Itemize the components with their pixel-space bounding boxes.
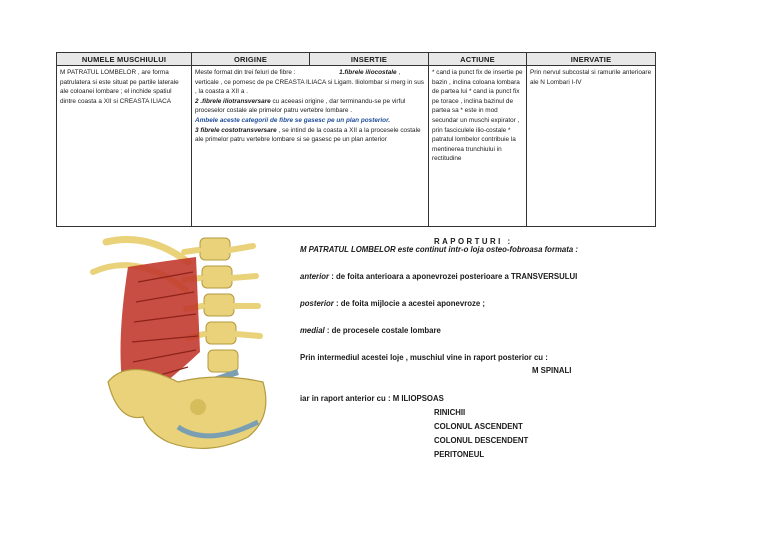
- header-insertie: INSERTIE: [310, 53, 429, 66]
- rib-upper: [106, 240, 188, 263]
- medial-label: medial: [300, 326, 325, 335]
- spinali-item: M SPINALI: [532, 366, 572, 375]
- name-text: M PATRATUL LOMBELOR , are forma patrulatera si este situat pe partile laterale ale coloanei lombare ; el inchide spatiul dintre coasta a XII si CREASTA ILIACA: [60, 69, 179, 105]
- raporturi-intro: [300, 244, 578, 255]
- anterior-label: anterior: [300, 272, 330, 281]
- cell-action: [429, 66, 527, 227]
- posterior-label: posterior: [300, 299, 334, 308]
- colon-ascendent-item: COLONUL ASCENDENT: [434, 422, 523, 431]
- origin-p4: [195, 126, 425, 145]
- medial-text: : de procesele costale lombare: [326, 326, 441, 335]
- origin-p3: Ambele aceste categorii de fibre se gasesc pe un plan posterior.: [195, 116, 390, 124]
- rinichii-item: RINICHII: [434, 408, 466, 417]
- origin-p1-b: 1.fibrele iliocostale: [339, 69, 397, 76]
- cell-name: [57, 66, 192, 227]
- origin-p4-b: , se intind de la coasta a XII a la procesele costale ale primelor patru vertebre lombare si se gasesc pe un plan anterior: [195, 126, 421, 144]
- origin-p2: [195, 97, 425, 116]
- header-origine: ORIGINE: [192, 53, 310, 66]
- cell-origin-insertion: [192, 66, 429, 227]
- origin-p4-a: 3 fibrele costotransversare: [195, 126, 277, 134]
- iliac-bone: [108, 370, 266, 449]
- colon-descendent-item: COLONUL DESCENDENT: [434, 436, 529, 445]
- innervation-text: Prin nervul subcostal si ramurile anterioare ale N Lombari I-IV: [530, 69, 652, 86]
- origin-p1-c: , verticale , ce pornesc de pe CREASTA ILIACA si Ligam. Iliolombar si merg in sus , la coasta a XII a .: [195, 69, 424, 96]
- raporturi-title: RAPORTURI :: [434, 237, 513, 246]
- origin-p1: [195, 68, 425, 97]
- origin-p2-a: 2 .fibrele iliotransversare: [195, 97, 271, 105]
- raporturi-anterior-relation: iar in raport anterior cu : M ILIOPSOAS: [300, 394, 444, 403]
- raporturi-posterior: [300, 298, 485, 309]
- raporturi-posterior-relation: Prin intermediul acestei loje , muschiul vine in raport posterior cu :: [300, 353, 548, 362]
- header-inervatie: INERVATIE: [527, 53, 656, 66]
- muscle-table: [56, 52, 656, 227]
- raporturi-medial: [300, 325, 441, 336]
- lumbar-anatomy-illustration: [88, 232, 278, 460]
- sacrum: [190, 399, 206, 415]
- raporturi-anterior: [300, 271, 577, 282]
- header-actiune: ACTIUNE: [429, 53, 527, 66]
- origin-p1-a: Meste format din trei feluri de fibre :: [195, 69, 296, 76]
- posterior-text: : de foita mijlocie a acestei aponevroze ;: [335, 299, 486, 308]
- raporturi-intro-text: M PATRATUL LOMBELOR este continut intr-o loja osteo-fobroasa formata :: [300, 245, 578, 254]
- cell-innervation: [527, 66, 656, 227]
- anterior-text: : de foita anterioara a aponevrozei posterioare a TRANSVERSULUI: [331, 272, 578, 281]
- header-numele: NUMELE MUSCHIULUI: [57, 53, 192, 66]
- origin-p2-b: cu aceeasi origine , dar terminandu-se pe virful proceselor costale ale primelor patru vertebre lombare .: [195, 97, 406, 115]
- action-text: * cand ia punct fix de insertie pe bazin , inclina coloana lombara de partea lui * cand ia punct fix pe torace , inclina bazinul de partea sa * este in mod secundar un muschi expirator , prin fasciculele ilio-costale * patratul lombelor contribuie la mentinerea trunchiului in rectitudine: [432, 69, 523, 163]
- peritoneul-item: PERITONEUL: [434, 450, 485, 459]
